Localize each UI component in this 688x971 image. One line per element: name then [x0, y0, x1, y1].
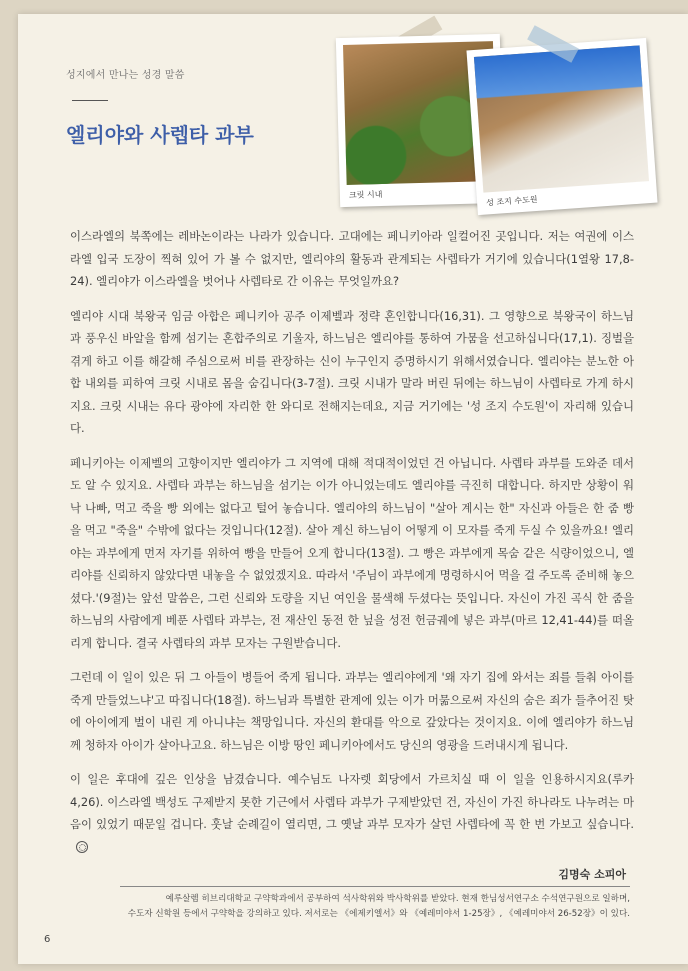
- section-rule: [72, 100, 108, 101]
- paragraph: 엘리야 시대 북왕국 임금 아합은 페니키아 공주 이제벨과 정략 혼인합니다(16,31). 그 영향으로 북왕국이 하느님과 풍우신 바알을 함께 섬기는 혼합주의로 기울자, 하느님은 엘리야를 통하여 가뭄을 선고하십니다(17,1). 징벌을 겪게 하고 이를 해갈해 주심으로써 비를 관장하는 신이 누구인지 증명하시기 위해서였습니다. 엘리야는 분노한 아합 내외를 피하여 크릿 시내로 몸을 숨깁니다(3-7절). 크릿 시내가 말라 버린 뒤에는 하느님이 사렙타로 가게 하시지요. 크릿 시내는 유다 광야에 자리한 한 와디로 전해지는데요, 지금 거기에는 '성 조지 수도원'이 자리해 있습니다.: [70, 308, 634, 435]
- paragraph: 페니키아는 이제벨의 고향이지만 엘리야가 그 지역에 대해 적대적이었던 건 아닙니다. 사렙타 과부를 도와준 데서도 알 수 있지요. 사렙타 과부는 하느님을 섬기는 이가 아니었는데도 엘리야를 극진히 대합니다. 하지만 상황이 워낙 나빠, 먹고 죽을 빵 외에는 없다고 털어 놓습니다. 엘리야의 하느님이 "살아 계시는 한" 자신과 아들은 한 줌 빵을 먹고 "죽을" 수밖에 없다는 것입니다(12절). 살아 계신 하느님이 어떻게 이 모자를 죽게 두실 수 있을까요! 엘리야는 과부에게 먼저 자기를 위하여 빵을 만들어 오게 합니다(13절). 그 빵은 과부에게 목숨 같은 식량이었으니, 엘리야를 신뢰하지 않았다면 내놓을 수 없었겠지요. 따라서 '주님이 과부에게 명령하시어 먹을 걸 주도록 준비해 놓으셨다.'(9절)는 앞선 말씀은, 그런 신뢰와 도량을 지닌 여인을 물색해 두셨다는 뜻입니다. 자신이 가진 곡식 한 줌을 하느님의 사람에게 베푼 사렙타 과부는, 전 재산인 동전 한 닢을 성전 헌금궤에 넣은 과부(마르 12,41-44)를 떠올리게 합니다. 결국 사렙타의 과부 모자는 구원받습니다.: [70, 455, 634, 650]
- author-name: 김명숙 소피아: [558, 868, 626, 881]
- paragraph-last: [70, 768, 634, 858]
- photo-st-george-monastery: [466, 38, 657, 215]
- author-bio: [120, 892, 630, 922]
- section-label: 성지에서 만나는 성경 말씀: [66, 70, 185, 81]
- paragraph: 이스라엘의 북쪽에는 레바논이라는 나라가 있습니다. 고대에는 페니키아라 일컬어진 곳입니다. 저는 여권에 이스라엘 입국 도장이 찍혀 있어 가 볼 수 없지만, 엘리야의 활동과 관계되는 사렙타가 거기에 있습니다(1열왕 17,8-24). 엘리야가 이스라엘을 벗어나 사렙타로 간 이유는 무엇일까요?: [70, 229, 634, 288]
- bio-line: 예루살렘 히브리대학교 구약학과에서 공부하여 석사학위와 박사학위를 받았다. 현재 한님성서연구소 수석연구원으로 일하며,: [165, 894, 630, 904]
- photo-caption: 성 조지 수도원: [485, 194, 538, 208]
- photo-caption: 크릿 시내: [348, 190, 383, 200]
- paragraph: 이 일은 후대에 깊은 인상을 남겼습니다. 예수님도 나자렛 회당에서 가르치실 때 이 일을 인용하시지요(루카 4,26). 이스라엘 백성도 구제받지 못한 기근에서 사렙타 과부가 구제받았던 건, 자신이 가진 하나라도 나누려는 마음이 있었기 때문일 겁니다. 훗날 순례길이 열리면, 그 옛날 과부 모자가 살던 사렙타에 꼭 한 번 가보고 싶습니다.: [70, 772, 634, 831]
- end-mark-icon: [76, 841, 88, 853]
- article-body: [70, 225, 634, 870]
- page-number: 6: [44, 934, 51, 945]
- monastery-photo: [474, 45, 649, 192]
- paragraph: 그런데 이 일이 있은 뒤 그 아들이 병들어 죽게 됩니다. 과부는 엘리야에게 '왜 자기 집에 와서는 죄를 들춰 아이를 죽게 만들었느냐'고 따집니다(18절). 하느님과 특별한 관계에 있는 이가 머묾으로써 자신의 숨은 죄가 들추어진 탓에 아이에게 벌이 내린 게 아니냐는 책망입니다. 자신의 환대를 악으로 갚았다는 것이지요. 이에 엘리야가 하느님께 청하자 아이가 살아나고요. 하느님은 이방 땅인 페니키아에서도 당신의 영광을 드러내시게 됩니다.: [70, 670, 634, 752]
- page-title: 엘리야와 사렙타 과부: [66, 123, 254, 147]
- bio-line: 수도자 신학원 등에서 구약학을 강의하고 있다. 저서로는 《에제키엘서》와 《예레미야서 1-25장》, 《예레미야서 26-52장》이 있다.: [127, 909, 630, 919]
- bio-divider: [120, 886, 630, 887]
